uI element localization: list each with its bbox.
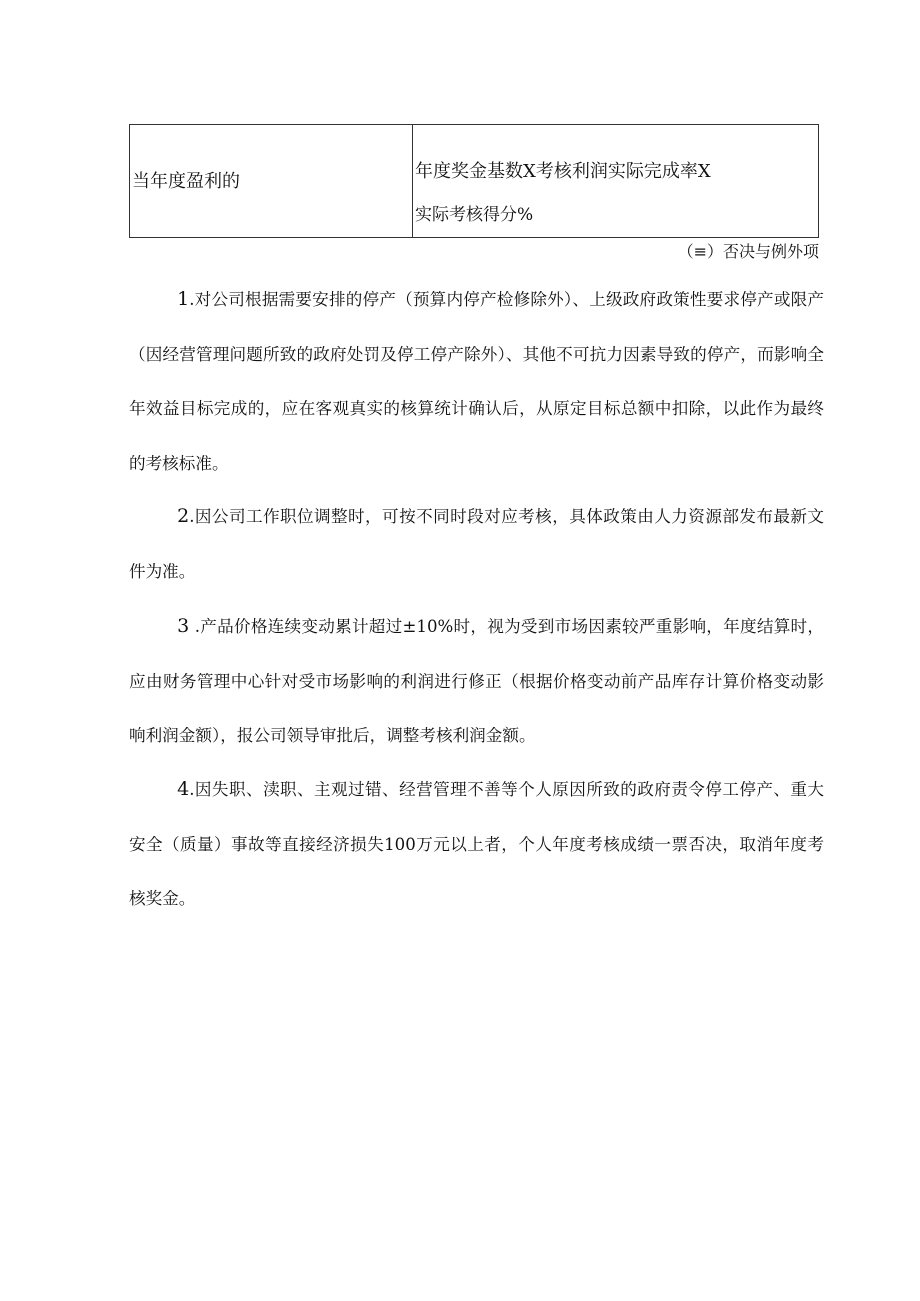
paragraph-4: [129, 762, 824, 927]
condition-text: 当年度盈利的: [132, 171, 240, 192]
formula-cell: [413, 125, 819, 238]
paragraph-number: 1: [177, 288, 190, 310]
paragraph-1: [129, 272, 824, 491]
paragraph-text: .产品价格连续变动累计超过±10%时，视为受到市场因素较严重影响，年度结算时，应由财务管理中心针对受市场影响的利润进行修正（根据价格变动前产品库存计算价格变动影响利润金额），报公司领导审批后，调整考核利润金额。: [129, 617, 824, 745]
paragraph-2: [129, 489, 824, 599]
bonus-formula-table: [129, 124, 819, 238]
paragraph-text: .因失职、渎职、主观过错、经营管理不善等个人原因所致的政府责令停工停产、重大安全（质量）事故等直接经济损失100万元以上者，个人年度考核成绩一票否决，取消年度考核奖金。: [129, 780, 824, 908]
paragraph-text: .因公司工作职位调整时，可按不同时段对应考核，具体政策由人力资源部发布最新文件为准。: [129, 507, 824, 581]
formula-line-1: 年度奖金基数X考核利润实际完成率X: [415, 161, 711, 182]
paragraph-text: .对公司根据需要安排的停产（预算内停产检修除外）、上级政府政策性要求停产或限产（因经营管理问题所致的政府处罚及停工停产除外）、其他不可抗力因素导致的停产，而影响全年效益目标完成的，应在客观真实的核算统计确认后，从原定目标总额中扣除，以此作为最终的考核标准。: [129, 290, 824, 473]
paragraph-number: 4: [177, 778, 190, 800]
paragraph-number: 2: [177, 505, 190, 527]
section-heading: （≡）否决与例外项: [677, 242, 819, 261]
condition-cell: [130, 125, 413, 238]
paragraph-3: [129, 599, 824, 764]
formula-line-2: 实际考核得分%: [415, 205, 534, 225]
paragraph-number: 3: [177, 615, 190, 637]
table-row: [130, 125, 819, 238]
